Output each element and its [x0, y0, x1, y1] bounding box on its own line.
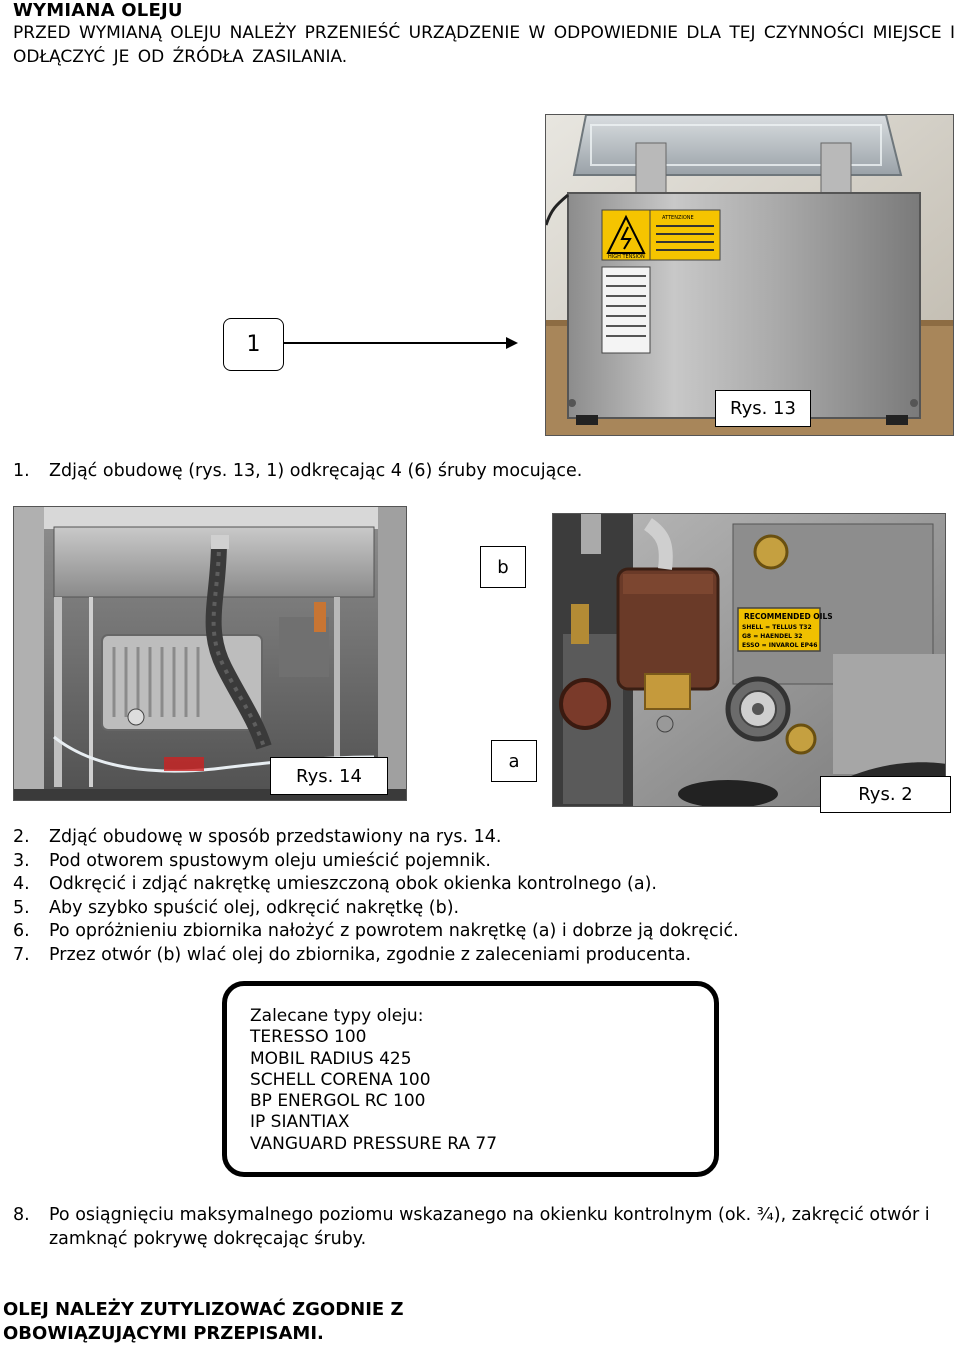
step-text-line-2: zamknąć pokrywę dokręcając śruby.: [49, 1228, 367, 1249]
pump-illustration: [553, 514, 946, 807]
oil-item: SCHELL CORENA 100: [250, 1069, 431, 1090]
page-title: WYMIANA OLEJU: [13, 0, 183, 21]
steps-list: [13, 826, 739, 968]
disposal-note: [3, 1298, 404, 1346]
step-number: 7.: [13, 944, 30, 965]
step-2: [13, 826, 739, 850]
oil-item: IP SIANTIAX: [250, 1112, 350, 1133]
figure-2-photo: [552, 513, 946, 807]
step-7: [13, 944, 739, 968]
oil-item: TERESSO 100: [250, 1027, 367, 1048]
step-1: [13, 460, 582, 484]
figure-2-caption: Rys. 2: [820, 776, 951, 813]
step-text-line-1: Po osiągnięciu maksymalnego poziomu wskazanego na okienku kontrolnym (ok. ¾), zakręcić otwór i: [49, 1205, 930, 1225]
safety-warning: PRZED WYMIANĄ OLEJU NALEŻY PRZENIEŚĆ URZĄDZENIE W ODPOWIEDNIE DLA TEJ CZYNNOŚCI MIEJSCE I ODŁĄCZYĆ JE OD ŹRÓDŁA ZASILANIA.: [13, 23, 955, 67]
step-number: 5.: [13, 897, 30, 918]
oil-item: BP ENERGOL RC 100: [250, 1091, 426, 1112]
figure-14-caption: Rys. 14: [270, 757, 388, 795]
step-text: Zdjąć obudowę w sposób przedstawiony na rys. 14.: [49, 827, 502, 847]
step-3: [13, 850, 739, 874]
label-a: a: [491, 740, 537, 782]
step-number: 3.: [13, 850, 30, 871]
step-5: [13, 897, 739, 921]
step-number: 2.: [13, 827, 30, 847]
step-number: 1.: [13, 461, 30, 481]
figure-13-caption: Rys. 13: [715, 390, 811, 427]
oils-heading: Zalecane typy oleju:: [250, 1006, 424, 1026]
attenzione-text: ATTENZIONE: [662, 215, 694, 221]
oil-row-1: SHELL = TELLUS T32: [742, 624, 812, 631]
oil-item: MOBIL RADIUS 425: [250, 1048, 412, 1069]
step-8: [13, 1204, 955, 1251]
vacuum-machine-illustration: [546, 115, 954, 436]
step-number: 6.: [13, 921, 30, 942]
oil-row-3: ESSO = INVAROL EP46: [742, 642, 818, 649]
step-text: Przez otwór (b) wlać olej do zbiornika, zgodnie z zaleceniami producenta.: [49, 944, 692, 965]
step-text: Po opróżnieniu zbiornika nałożyć z powrotem nakrętkę (a) i dobrze ją dokręcić.: [49, 921, 739, 942]
step-text: Zdjąć obudowę (rys. 13, 1) odkręcając 4 (6) śruby mocujące.: [49, 461, 583, 481]
high-tension-text: HIGH TENSION: [608, 254, 645, 260]
callout-arrow: [284, 334, 520, 352]
step-number: 4.: [13, 874, 30, 895]
step-number: 8.: [13, 1205, 30, 1225]
oil-row-2: G8 = HAENDEL 32: [742, 633, 803, 640]
oil-item: VANGUARD PRESSURE RA 77: [250, 1133, 498, 1154]
disposal-note-line-1: OLEJ NALEŻY ZUTYLIZOWAĆ ZGODNIE Z: [3, 1299, 404, 1320]
step-4: [13, 873, 739, 897]
recommended-oils-box: [222, 981, 719, 1177]
step-text: Pod otworem spustowym oleju umieścić pojemnik.: [49, 850, 491, 871]
recommended-oils-title: RECOMMENDED OILS: [744, 612, 833, 621]
step-6: [13, 920, 739, 944]
step-text: Aby szybko spuścić olej, odkręcić nakrętkę (b).: [49, 897, 460, 918]
step-text: Odkręcić i zdjąć nakrętkę umieszczoną obok okienka kontrolnego (a).: [49, 874, 657, 895]
disposal-note-line-2: OBOWIĄZUJĄCYMI PRZEPISAMI.: [3, 1323, 324, 1344]
figure-13-photo: [545, 114, 954, 436]
callout-1: 1: [223, 318, 284, 371]
label-b: b: [480, 546, 526, 588]
